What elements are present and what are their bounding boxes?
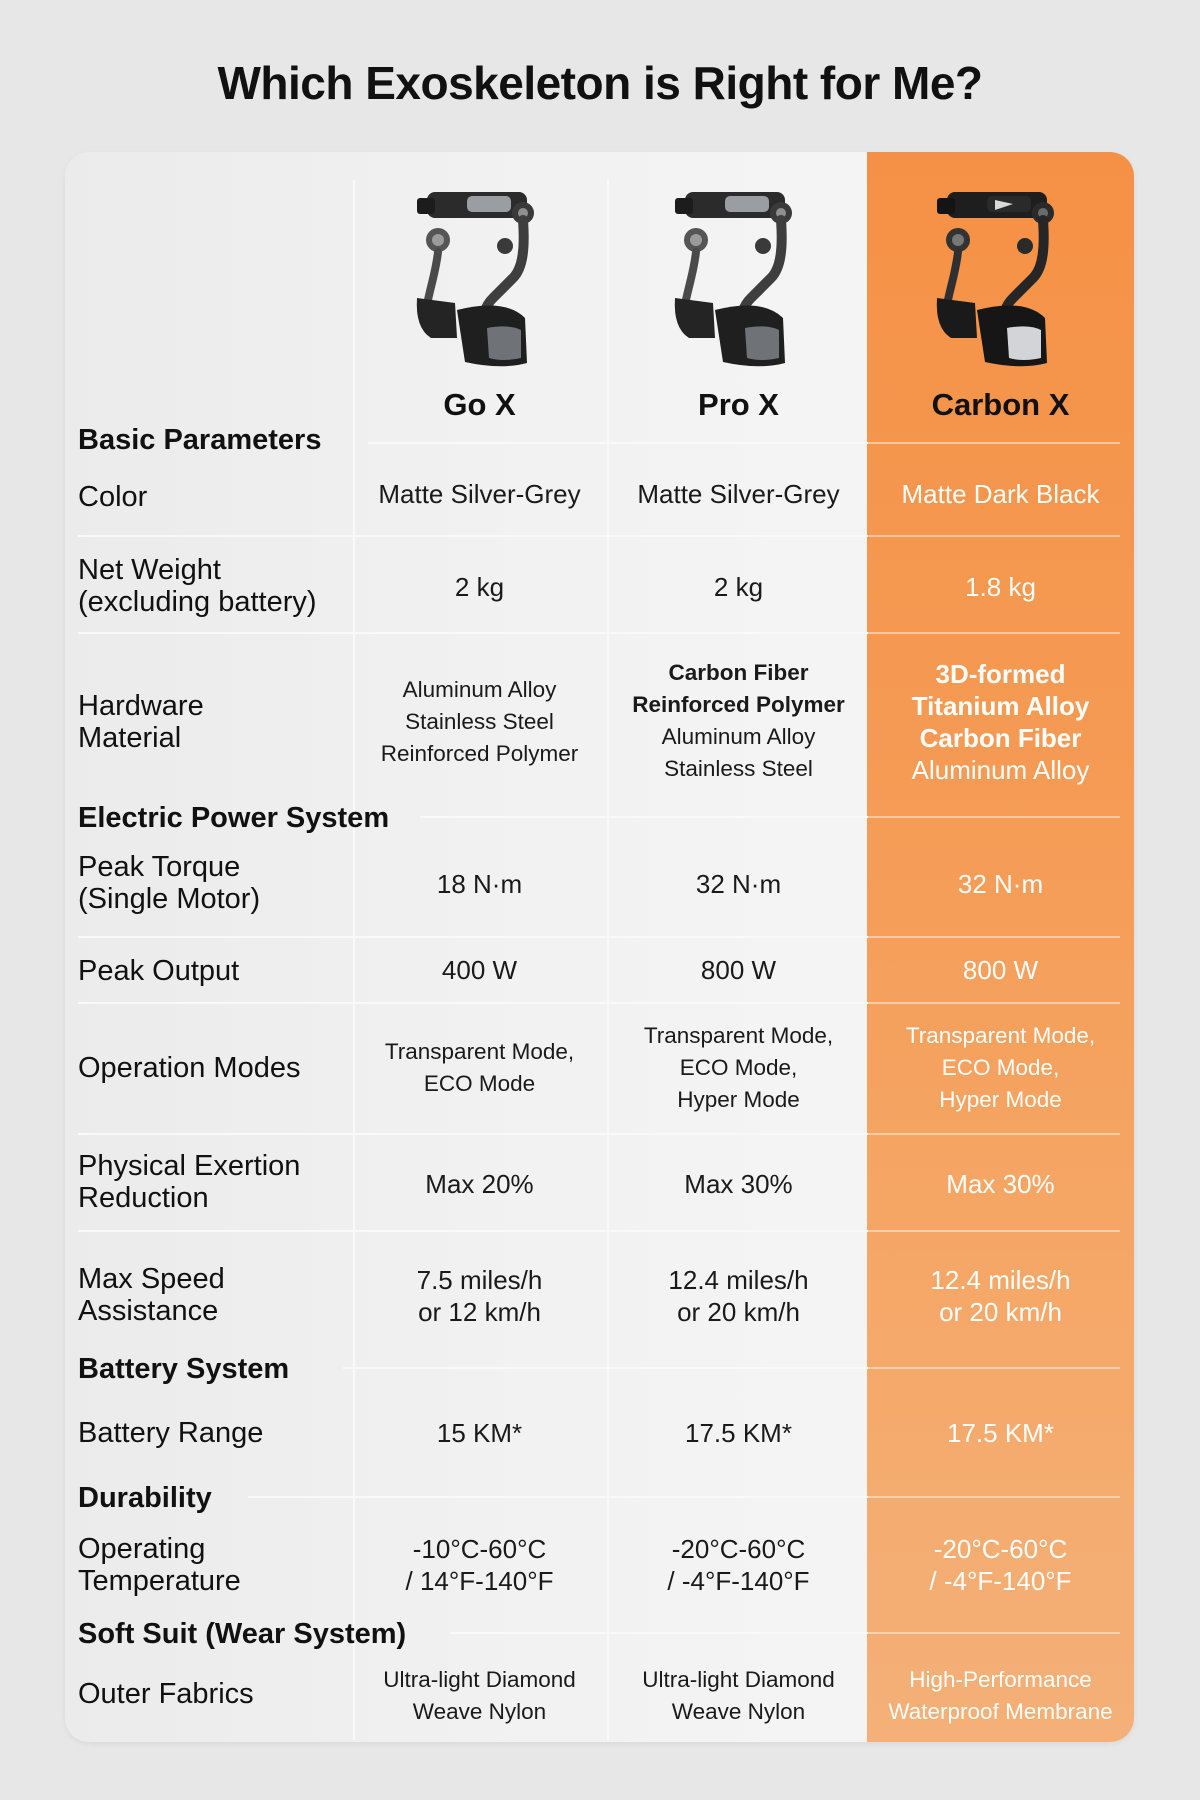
product-name-carbon-x: Carbon X — [931, 387, 1070, 422]
cell-torque-carbon-x: 32 N·m — [957, 869, 1044, 899]
cell-color-go-x: Matte Silver-Grey — [378, 479, 581, 509]
exoskeleton-pro-x-image — [663, 178, 813, 373]
cell-exertion-carbon-x: Max 30% — [946, 1169, 1055, 1199]
cell-torque-pro-x: 32 N·m — [695, 869, 782, 899]
cell-material-carbon-x — [867, 652, 1134, 792]
row-divider — [78, 1002, 868, 1004]
cell-temperature-pro-x: -20°C-60°C / -4°F-140°F — [667, 1534, 810, 1596]
exoskeleton-carbon-x-image — [925, 178, 1075, 373]
cell-weight-pro-x: 2 kg — [713, 572, 764, 602]
material-pro-x-regular: Aluminum Alloy Stainless Steel — [661, 724, 816, 781]
row-label-operation-modes: Operation Modes — [78, 1052, 301, 1084]
row-label-peak-output: Peak Output — [78, 955, 240, 987]
cell-fabrics-pro-x: Ultra-light Diamond Weave Nylon — [642, 1667, 835, 1724]
cell-speed-go-x: 7.5 miles/h or 12 km/h — [416, 1265, 543, 1327]
material-pro-x-bold: Carbon Fiber Reinforced Polymer — [632, 660, 845, 717]
material-carbon-x-regular: Aluminum Alloy — [911, 755, 1090, 785]
row-label-peak-torque: Peak Torque (Single Motor) — [78, 851, 261, 915]
cell-color-carbon-x: Matte Dark Black — [901, 479, 1100, 509]
row-label-net-weight: Net Weight (excluding battery) — [78, 554, 317, 618]
row-divider — [368, 442, 868, 444]
row-divider — [867, 535, 1120, 537]
cell-exertion-go-x: Max 20% — [425, 1169, 534, 1199]
cell-color-pro-x: Matte Silver-Grey — [637, 479, 840, 509]
cell-range-pro-x: 17.5 KM* — [685, 1418, 792, 1448]
row-divider — [867, 1496, 1120, 1498]
cell-modes-go-x: Transparent Mode, ECO Mode — [384, 1039, 575, 1096]
row-divider — [450, 1632, 868, 1634]
cell-torque-go-x: 18 N·m — [436, 869, 523, 899]
row-divider — [867, 632, 1120, 634]
cell-speed-carbon-x: 12.4 miles/h or 20 km/h — [930, 1265, 1071, 1327]
cell-output-pro-x: 800 W — [700, 955, 777, 985]
cell-range-go-x: 15 KM* — [436, 1418, 523, 1448]
cell-temperature-go-x: -10°C-60°C / 14°F-140°F — [405, 1534, 554, 1596]
row-divider — [78, 936, 868, 938]
cell-modes-pro-x: Transparent Mode, ECO Mode, Hyper Mode — [643, 1023, 834, 1112]
row-divider — [78, 1230, 868, 1232]
cell-output-carbon-x: 800 W — [962, 955, 1039, 985]
row-divider — [867, 1133, 1120, 1135]
cell-range-carbon-x: 17.5 KM* — [947, 1418, 1054, 1448]
section-basic-parameters: Basic Parameters — [78, 424, 322, 456]
cell-modes-carbon-x: Transparent Mode, ECO Mode, Hyper Mode — [905, 1023, 1096, 1112]
row-divider — [78, 1133, 868, 1135]
row-divider — [78, 535, 868, 537]
cell-weight-carbon-x: 1.8 kg — [965, 572, 1036, 602]
row-label-max-speed: Max Speed Assistance — [78, 1263, 225, 1327]
cell-fabrics-go-x: Ultra-light Diamond Weave Nylon — [383, 1667, 576, 1724]
section-electric-power-system: Electric Power System — [78, 802, 390, 834]
row-label-physical-exertion: Physical Exertion Reduction — [78, 1150, 301, 1214]
product-name-pro-x: Pro X — [698, 387, 779, 422]
product-name-go-x: Go X — [443, 387, 516, 422]
row-divider — [867, 1632, 1120, 1634]
row-divider — [343, 1367, 868, 1369]
row-divider — [420, 816, 868, 818]
row-label-outer-fabrics: Outer Fabrics — [78, 1678, 254, 1710]
cell-exertion-pro-x: Max 30% — [684, 1169, 793, 1199]
row-divider — [867, 442, 1120, 444]
row-divider — [867, 1230, 1120, 1232]
row-divider — [867, 1367, 1120, 1369]
material-carbon-x-bold: 3D-formed Titanium Alloy Carbon Fiber — [911, 659, 1090, 753]
section-soft-suit: Soft Suit (Wear System) — [78, 1618, 407, 1650]
row-divider — [867, 1002, 1120, 1004]
row-divider — [248, 1496, 868, 1498]
cell-output-go-x: 400 W — [441, 955, 518, 985]
cell-material-pro-x — [609, 656, 868, 786]
row-divider — [867, 936, 1120, 938]
cell-weight-go-x: 2 kg — [454, 572, 505, 602]
exoskeleton-go-x-image — [405, 178, 555, 373]
section-battery-system: Battery System — [78, 1353, 290, 1385]
cell-temperature-carbon-x: -20°C-60°C / -4°F-140°F — [929, 1534, 1072, 1596]
cell-fabrics-carbon-x: High-Performance Waterproof Membrane — [888, 1667, 1113, 1724]
row-divider — [78, 632, 868, 634]
page-title: Which Exoskeleton is Right for Me? — [217, 57, 983, 109]
row-label-operating-temperature: Operating Temperature — [78, 1533, 241, 1597]
row-divider — [867, 816, 1120, 818]
cell-material-go-x: Aluminum Alloy Stainless Steel Reinforced Polymer — [380, 677, 579, 766]
row-label-color: Color — [78, 481, 148, 513]
cell-speed-pro-x: 12.4 miles/h or 20 km/h — [668, 1265, 809, 1327]
row-label-battery-range: Battery Range — [78, 1417, 264, 1449]
row-label-hardware-material: Hardware Material — [78, 690, 204, 754]
section-durability: Durability — [78, 1482, 212, 1514]
